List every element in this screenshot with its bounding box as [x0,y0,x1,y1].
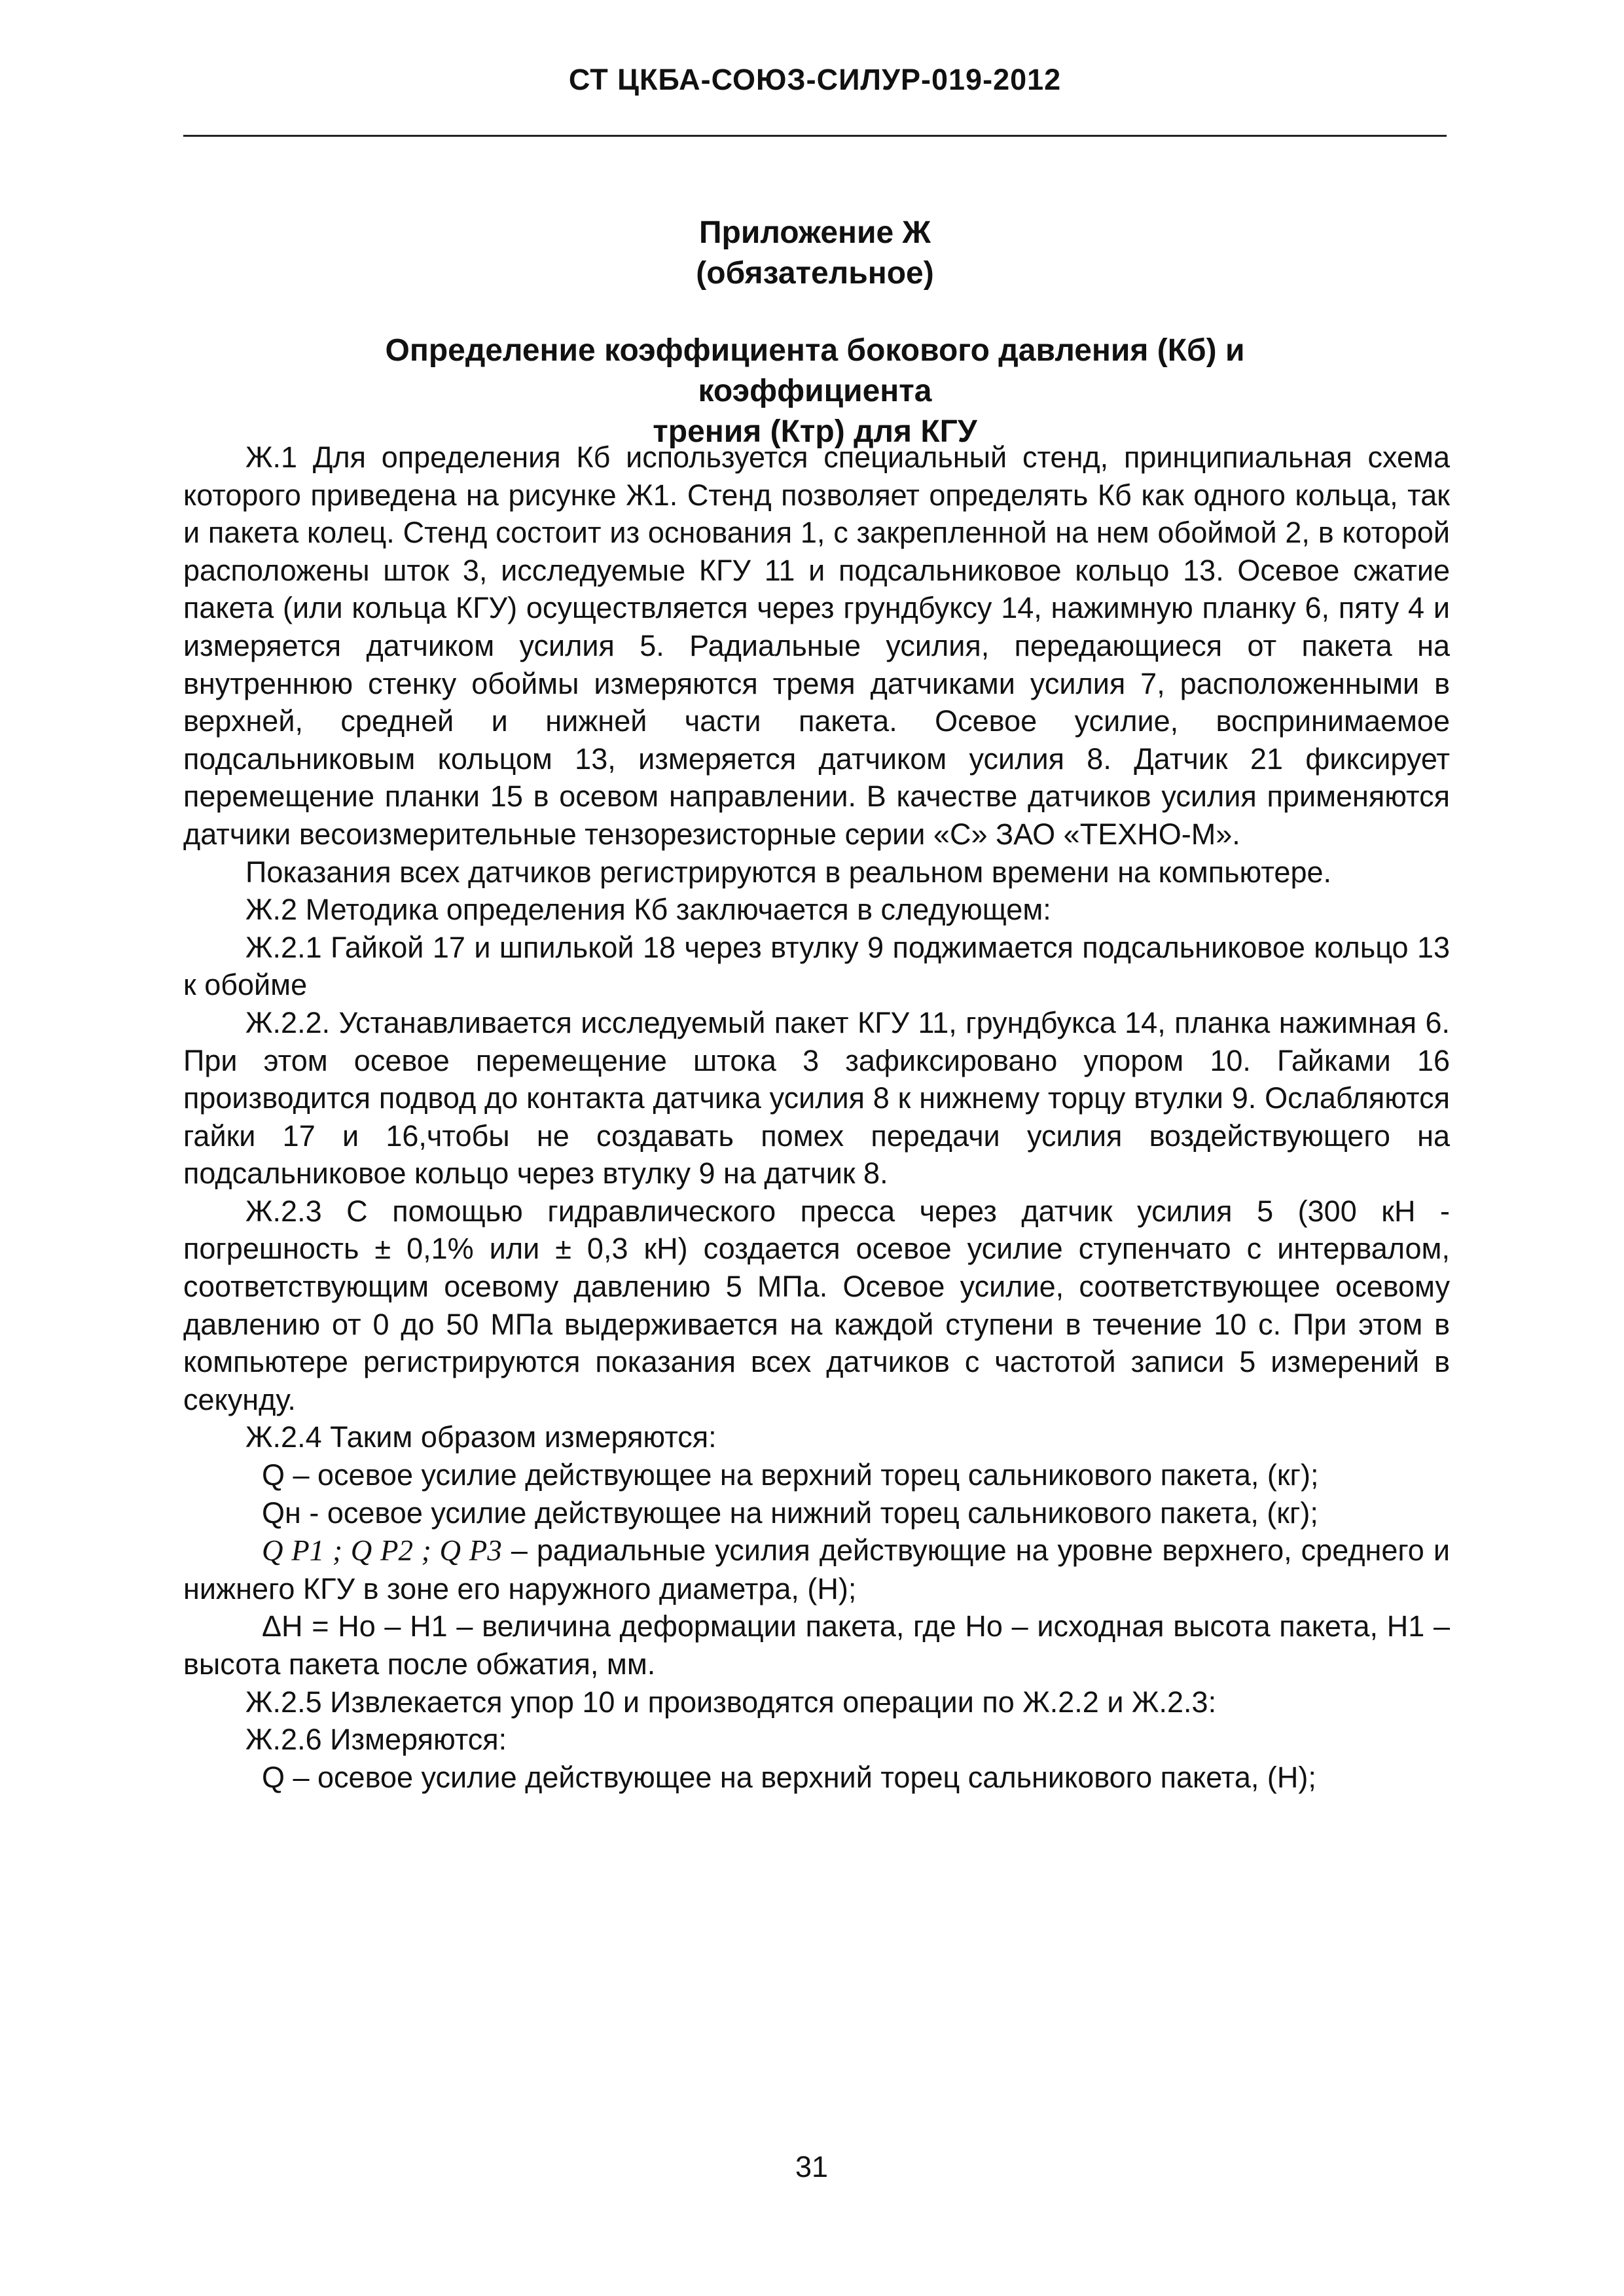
paragraph-zh2: Ж.2 Методика определения Кб заключается в следующем: [245,893,1051,927]
section-heading [275,331,1355,452]
appendix-status: (обязательное) [696,256,934,291]
radial-force-symbols: Q P1 ; Q P2 ; Q P3 [262,1534,502,1568]
paragraph-zh2-5: Ж.2.5 Извлекается упор 10 и производятся операции по Ж.2.2 и Ж.2.3: [245,1685,1217,1719]
section-heading-line-1: Определение коэффициента бокового давления (Кб) и коэффициента [385,333,1245,408]
paragraph-zh2-6: Ж.2.6 Измеряются: [245,1723,507,1757]
definition-qn: Qн - осевое усилие действующее на нижний торец сальникового пакета, (кг); [262,1496,1318,1530]
paragraph-zh2-4: Ж.2.4 Таким образом измеряются: [245,1420,717,1454]
definition-q: Q – осевое усилие действующее на верхний торец сальникового пакета, (кг); [262,1458,1319,1492]
definition-qp [183,1532,1450,1607]
appendix-title-block [183,213,1447,294]
paragraph-readings: Показания всех датчиков регистрируются в реальном времени на компьютере. [245,855,1332,889]
definition-delta-h: ΔН = Но – Н1 – величина деформации пакета, где Но – исходная высота пакета, Н1 – высота пакета после обжатия, мм. [183,1609,1450,1681]
paragraph-zh2-1: Ж.2.1 Гайкой 17 и шпилькой 18 через втулку 9 поджимается подсальниковое кольцо 13 к обойме [183,930,1450,1002]
document-code-header: СТ ЦКБА-СОЮЗ-СИЛУР-019-2012 [568,63,1062,96]
appendix-title: Приложение Ж [699,215,931,250]
radial-force-text: – радиальные усилия действующие на уровне верхнего, среднего и нижнего КГУ в зоне его наружного диаметра, (Н); [183,1534,1450,1605]
paragraph-zh2-3: Ж.2.3 С помощью гидравлического пресса через датчик усилия 5 (300 кН - погрешность ± 0,1% или ± 0,3 кН) создается осевое усилие ступенчато с интервалом, соответствующим осевому давлению 5 МПа. Осевое усилие, соответствующее осевому давлению от 0 до 50 МПа выдерживается на каждой ступени в течение 10 с. При этом в компьютере регистрируются показания всех датчиков с частотой записи 5 измерений в секунду. [183,1194,1450,1416]
definition-q-newton: Q – осевое усилие действующее на верхний торец сальникового пакета, (Н); [262,1760,1316,1794]
paragraph-zh2-2: Ж.2.2. Устанавливается исследуемый пакет КГУ 11, грундбукса 14, планка нажимная 6. При этом осевое перемещение штока 3 зафиксировано упором 10. Гайками 16 производится подвод до контакта датчика усилия 8 к нижнему торцу втулки 9. Ослабляются гайки 17 и 16,чтобы не создавать помех передачи усилия воздействующего на подсальниковое кольцо через втулку 9 на датчик 8. [183,1005,1450,1191]
paragraph-zh1: Ж.1 Для определения Кб используется специальный стенд, принципиальная схема которого приведена на рисунке Ж1. Стенд позволяет определять Кб как одного кольца, так и пакета колец. Стенд состоит из основания 1, с закрепленной на нем обоймой 2, в которой расположены шток 3, исследуемые КГУ 11 и подсальниковое кольцо 13. Осевое сжатие пакета (или кольца КГУ) осуществляется через грундбуксу 14, нажимную планку 6, пяту 4 и измеряется датчиком усилия 5. Радиальные усилия, передающиеся от пакета на внутреннюю стенку обоймы измеряются тремя датчиками усилия 7, расположенными в верхней, средней и нижней части пакета. Осевое усилие, воспринимаемое подсальниковым кольцом 13, измеряется датчиком усилия 8. Датчик 21 фиксирует перемещение планки 15 в осевом направлении. В качестве датчиков усилия применяются датчики весоизмерительные тензорезисторные серии «С» ЗАО «ТЕХНО-М». [183,440,1450,851]
document-body [183,439,1450,1796]
page-number: 31 [795,2150,829,2183]
section-heading-line-2: трения (Ктр) для КГУ [653,414,977,449]
header-divider [183,135,1447,137]
